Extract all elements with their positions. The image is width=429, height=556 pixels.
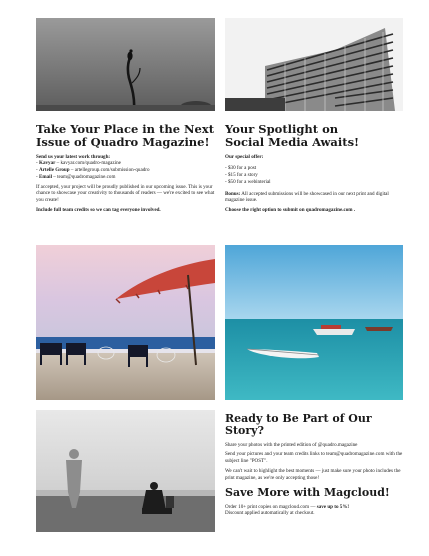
story-heading: Ready to Be Part of Our Story?	[225, 412, 372, 438]
channel-link[interactable]: kavyar.com/quadro-magazine	[60, 160, 121, 167]
offer-label: Our special offer:	[225, 153, 264, 160]
story-section	[225, 413, 407, 517]
channel-item: - Kavyar – kavyar.com/quadro-magazine	[36, 160, 121, 167]
heading-line-2: Social Media Awaits!	[225, 134, 360, 149]
highlight-text: We can't wait to highlight the best moments — just make sure your photo includes the print magazine, as we're only accepting those!	[225, 467, 401, 481]
save-heading: Save More with Magcloud!	[225, 486, 390, 500]
beach-people-photo	[36, 410, 215, 532]
submission-section	[36, 123, 220, 217]
channel-link[interactable]: artellegroup.com/submission-quadro	[74, 167, 150, 174]
beach-umbrella-photo	[36, 245, 215, 400]
send-label: Send us your latest work through:	[36, 153, 111, 160]
save-line-2: Discount applied automatically at checkout.	[225, 510, 315, 517]
send-text: Send your pictures and your team credits links to team@quadromagazine.com with the subject line "POST".	[225, 451, 403, 465]
choose-text: Choose the right option to submit on quadromagazine.com .	[225, 207, 356, 214]
save-line-1: Order 10+ print copies on magcloud.com — save up to 5%!	[225, 503, 350, 510]
save-body	[225, 504, 407, 517]
credits-note: Include full team credits so we can tag everyone involved.	[36, 206, 161, 213]
bonus-text: Bonus: All accepted submissions will be showcased in our next print and digital magazine issue.	[225, 190, 389, 204]
heading-line-2: Issue of Quadro Magazine!	[36, 134, 210, 149]
share-text: Share your photos with the printed edition of @quadro.magazine	[225, 441, 358, 448]
offer-item: - $50 for a webinterial	[225, 178, 271, 185]
building-photo	[225, 18, 403, 111]
offer-list	[225, 165, 407, 185]
story-body	[225, 442, 407, 482]
social-section	[225, 123, 407, 217]
bird-photo	[36, 18, 215, 111]
channel-item: - Artelle Group – artellegroup.com/submission-quadro	[36, 167, 150, 174]
offer-item: - $15 for a story	[225, 172, 258, 179]
boats-photo	[225, 245, 403, 400]
submission-body	[36, 154, 220, 214]
submission-heading	[36, 123, 220, 149]
offer-item: - $30 for a post	[225, 165, 257, 172]
social-body	[225, 154, 407, 214]
channel-item: - Email – team@quadromagazine.com	[36, 173, 116, 180]
accepted-text: If accepted, your project will be proudly published in our upcoming issue. This is your chance to showcase your creativity to thousands of readers — we're excited to see what you create!	[36, 183, 215, 204]
social-heading	[225, 123, 407, 149]
heading-line-1: Your Spotlight on	[225, 122, 339, 136]
channel-list	[36, 160, 220, 180]
channel-link[interactable]: team@quadromagazine.com	[57, 173, 116, 180]
heading-line-1: Take Your Place in the Next	[36, 122, 215, 136]
